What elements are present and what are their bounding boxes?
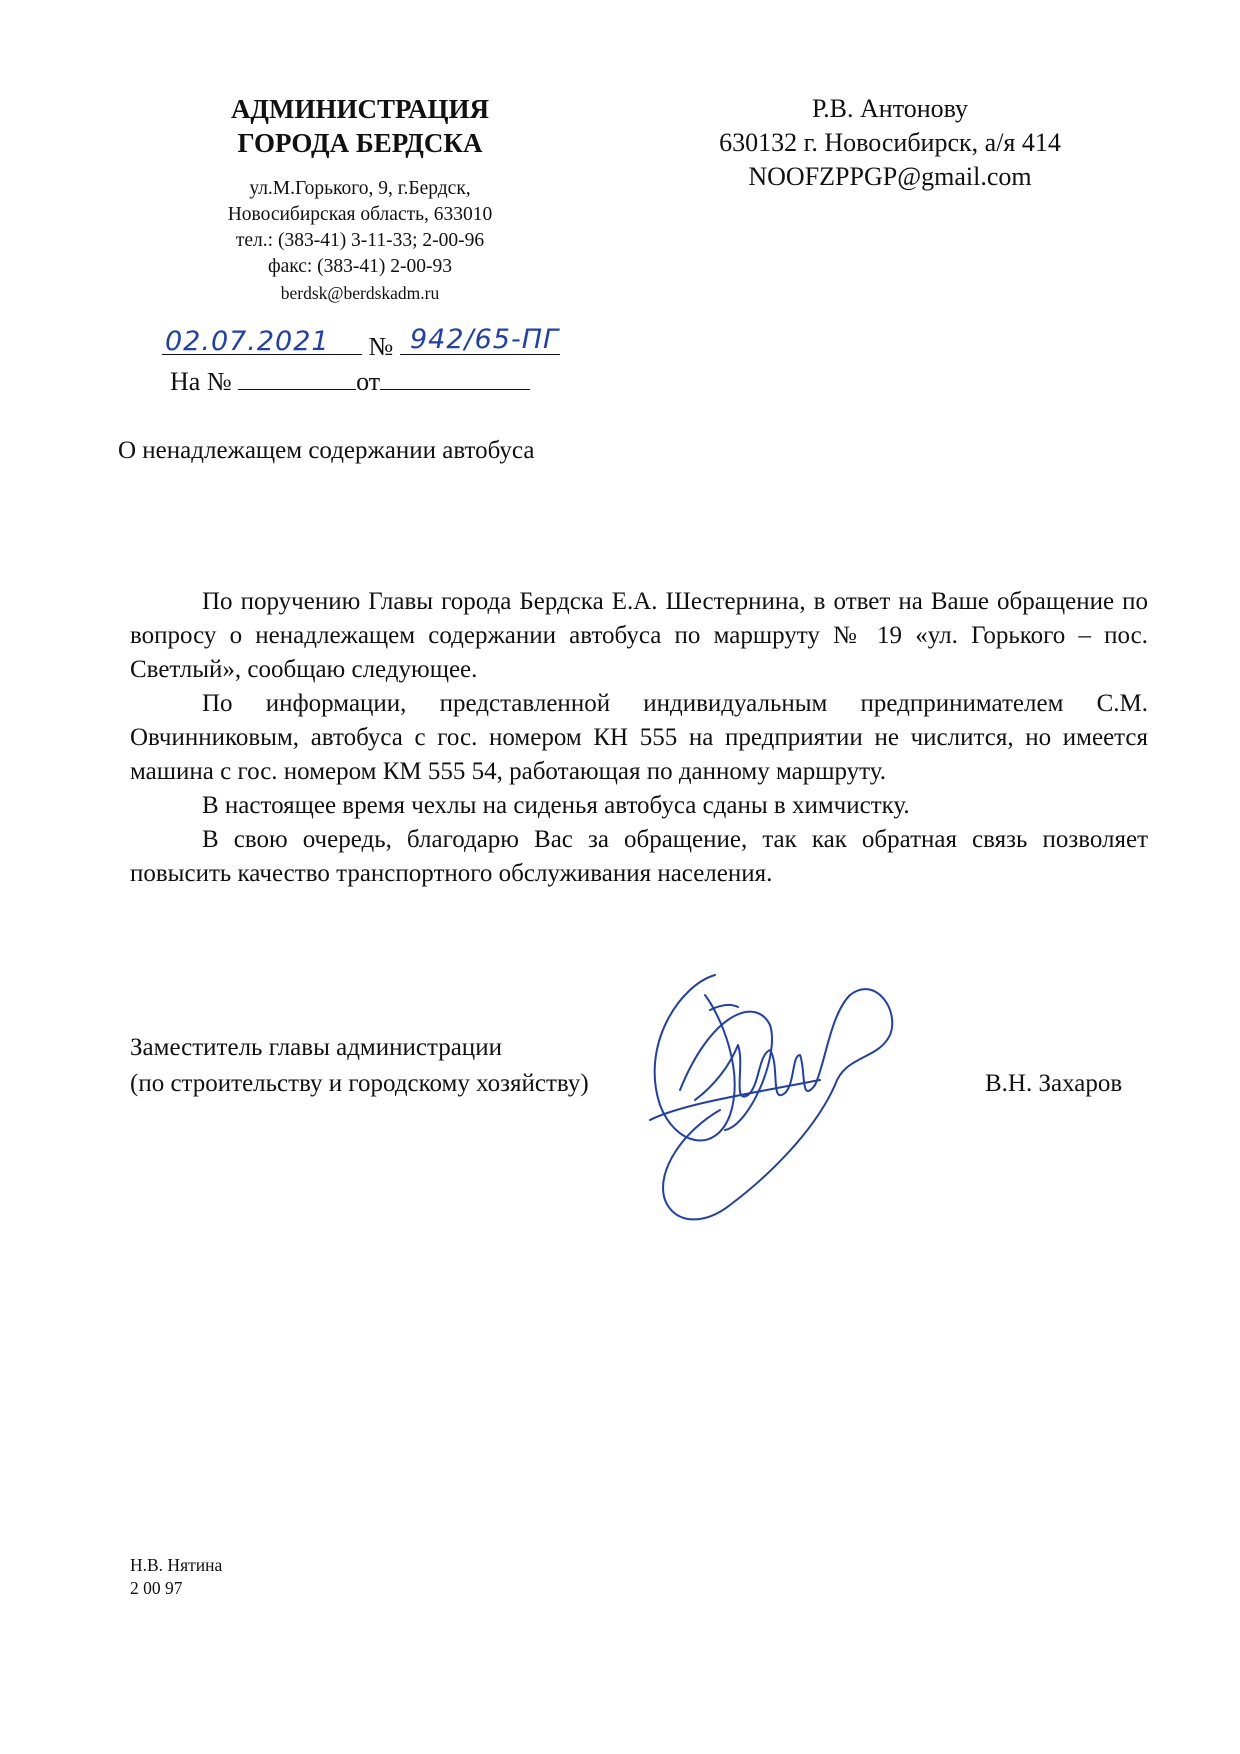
letter-body [130,585,1148,891]
sender-org-line2: ГОРОДА БЕРДСКА [237,128,483,158]
signatory-position-line2: (по строительству и городскому хозяйству) [130,1070,589,1097]
sender-org-line1: АДМИНИСТРАЦИЯ [230,94,490,124]
recipient-name: Р.В. Антонову [811,94,969,123]
handwritten-signature [620,955,910,1235]
sender-address-line2: Новосибирская область, 633010 [227,204,493,225]
body-paragraph: В свою очередь, благодарю Вас за обращение, так как обратная связь позволяет повысить качество транспортного обслуживания населения. [130,826,1148,887]
recipient-address: 630132 г. Новосибирск, а/я 414 [719,128,1061,157]
body-paragraph: По поручению Главы города Бердска Е.А. Шестернина, в ответ на Ваше обращение по вопросу о ненадлежащем содержании автобуса по маршруту № 19 «ул. Горького – пос. Светлый», сообщаю следующее. [130,588,1148,683]
executor-phone: 2 00 97 [130,1578,183,1598]
sender-phone: тел.: (383-41) 3-11-33; 2-00-96 [235,230,485,251]
signatory-name: В.Н. Захаров [985,1070,1123,1097]
signatory-position-line1: Заместитель главы администрации [130,1034,502,1061]
recipient-block [660,92,1120,194]
sender-organization [160,92,560,160]
number-sign: № [368,332,394,361]
reply-to-label: На № [170,367,232,396]
handwritten-number: 942/65-ПГ [410,324,560,355]
sender-contacts [160,176,560,306]
sender-fax: факс: (383-41) 2-00-93 [267,256,453,277]
handwritten-date: 02.07.2021 [165,326,330,357]
recipient-email: NOOFZPPGP@gmail.com [748,162,1032,191]
reply-reference-line [170,363,530,399]
signatory-position [130,1030,589,1102]
reply-number-blank [238,363,356,390]
reply-date-blank [380,363,530,390]
sender-email: berdsk@berdskadm.ru [280,283,440,303]
body-paragraph: По информации, представленной индивидуальным предпринимателем С.М. Овчинниковым, автобуса с гос. номером КН 555 на предприятии не числится, но имеется машина с гос. номером КМ 555 54, работающая по данному маршруту. [130,690,1148,785]
body-paragraph: В настоящее время чехлы на сиденья автобуса сданы в химчистку. [202,792,910,819]
executor-info [130,1554,222,1600]
sender-address-line1: ул.М.Горького, 9, г.Бердск, [249,178,471,199]
executor-name: Н.В. Нятина [130,1555,223,1575]
letter-subject: О ненадлежащем содержании автобуса [118,437,535,464]
from-label: от [356,367,381,396]
